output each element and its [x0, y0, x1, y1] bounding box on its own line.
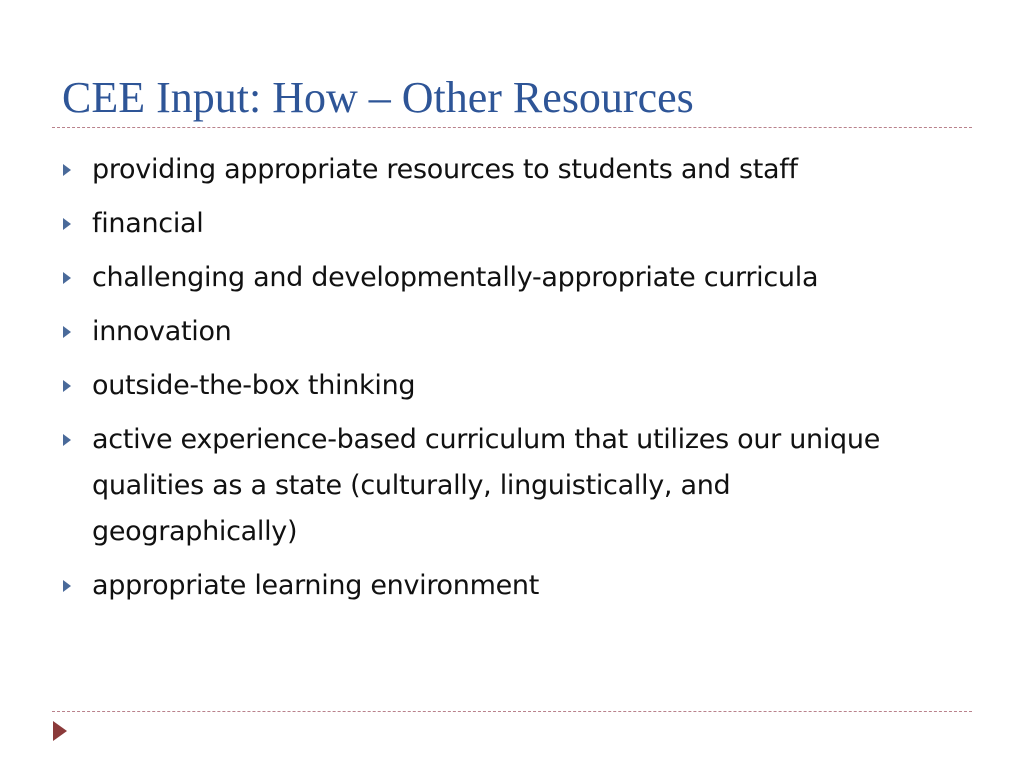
right-triangle-icon	[62, 201, 92, 247]
bullet-text: outside-the-box thinking	[92, 370, 416, 401]
bullet-item	[62, 255, 962, 301]
right-triangle-icon	[62, 363, 92, 409]
right-triangle-icon	[62, 563, 92, 609]
bullet-item	[62, 363, 962, 409]
bullet-text: innovation	[92, 316, 232, 347]
footer-divider	[52, 711, 972, 712]
right-triangle-icon	[62, 255, 92, 301]
bullet-item	[62, 147, 962, 193]
right-triangle-icon	[62, 309, 92, 355]
bullet-text: challenging and developmentally-appropriate curricula	[92, 262, 819, 293]
slide-title: CEE Input: How – Other Resources	[62, 73, 694, 122]
bullet-item	[62, 201, 962, 247]
bullet-list	[62, 147, 962, 617]
bullet-text: appropriate learning environment	[92, 570, 540, 601]
bullet-text: active experience-based curriculum that utilizes our unique qualities as a state (culturally, linguistically, and geographically)	[92, 424, 881, 547]
bullet-item	[62, 563, 962, 609]
bullet-item	[62, 417, 962, 555]
right-triangle-icon	[62, 147, 92, 193]
bullet-item	[62, 309, 962, 355]
title-divider	[52, 127, 972, 128]
bullet-text: financial	[92, 208, 204, 239]
right-triangle-icon	[62, 417, 92, 463]
bullet-text: providing appropriate resources to students and staff	[92, 154, 798, 185]
play-arrow-icon	[52, 720, 68, 742]
